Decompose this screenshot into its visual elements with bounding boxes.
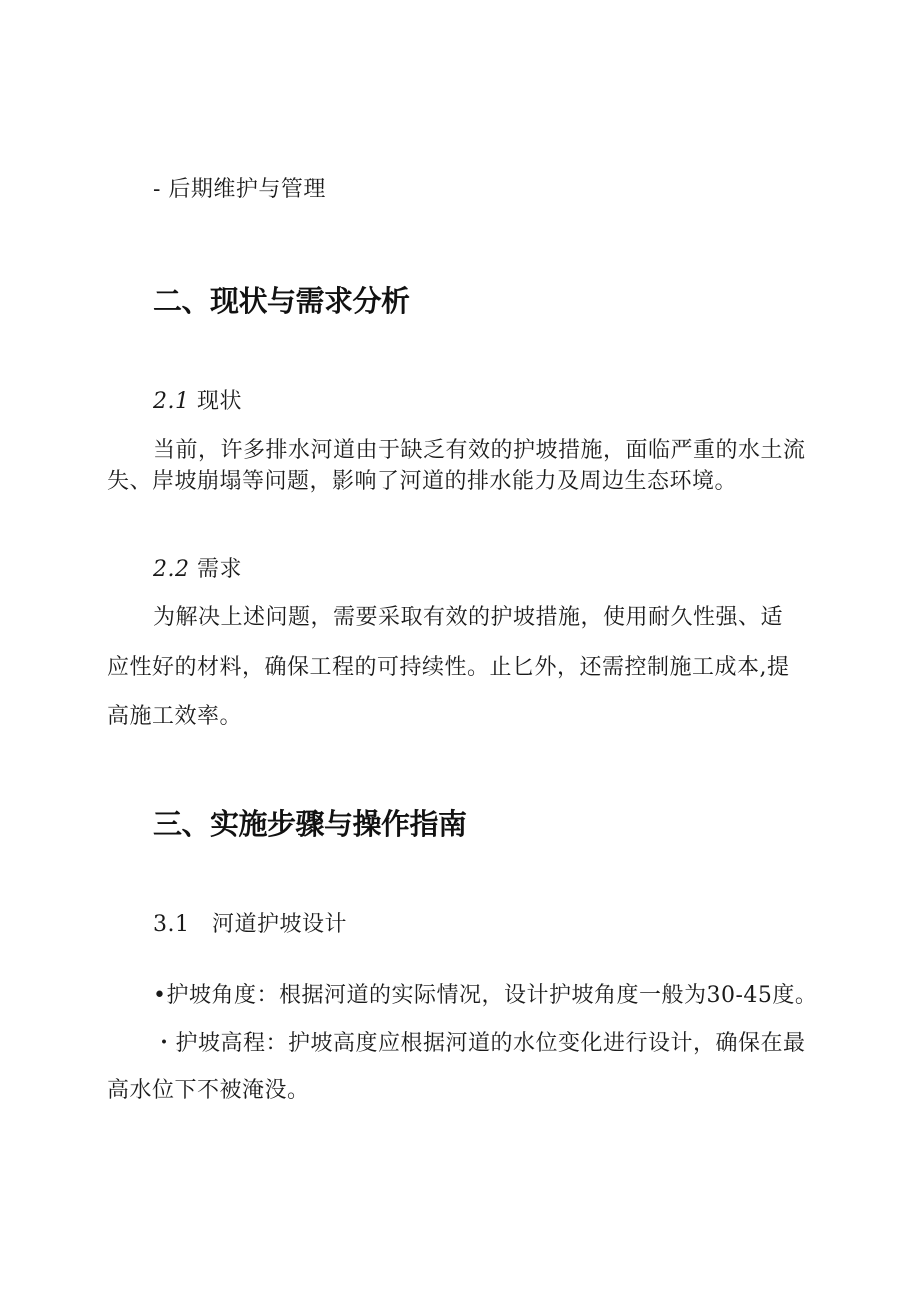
bullet-slope-elevation-line-2: 高水位下不被淹没。 bbox=[107, 1078, 310, 1103]
subheading-title: 河道护坡设计 bbox=[211, 912, 347, 937]
paragraph-2-2-line-1: 为解决上述问题，需要采取有效的护坡措施，使用耐久性强、适 bbox=[153, 605, 784, 630]
paragraph-2-1-line-2: 失、岸坡崩塌等问题，影响了河道的排水能力及周边生态环境。 bbox=[107, 469, 738, 494]
bullet-slope-elevation-line-1: ・护坡高程：护坡高度应根据河道的水位变化进行设计，确保在最 bbox=[153, 1031, 806, 1056]
subheading-2-2 bbox=[153, 556, 242, 584]
subheading-3-1 bbox=[153, 911, 347, 939]
subheading-title: 需求 bbox=[197, 557, 243, 582]
section-heading-3: 三、实施步骤与操作指南 bbox=[153, 807, 467, 841]
paragraph-2-2-line-2: 应性好的材料，确保工程的可持续性。止匕外，还需控制施工成本,提 bbox=[107, 655, 790, 680]
paragraph-2-1-line-1: 当前，许多排水河道由于缺乏有效的护坡措施，面临严重的水土流 bbox=[153, 438, 806, 463]
section-heading-2: 二、现状与需求分析 bbox=[153, 284, 410, 318]
paragraph-2-2-line-3: 高施工效率。 bbox=[107, 704, 243, 729]
subheading-number: 2.2 bbox=[153, 557, 190, 582]
bullet-slope-angle: •护坡角度：根据河道的实际情况，设计护坡角度一般为30-45度。 bbox=[153, 983, 818, 1008]
subheading-title: 现状 bbox=[197, 389, 243, 414]
subheading-number: 3.1 bbox=[153, 912, 190, 937]
subheading-2-1 bbox=[153, 388, 242, 416]
subheading-number: 2.1 bbox=[153, 389, 190, 414]
list-item-maintenance: - 后期维护与管理 bbox=[153, 177, 326, 202]
